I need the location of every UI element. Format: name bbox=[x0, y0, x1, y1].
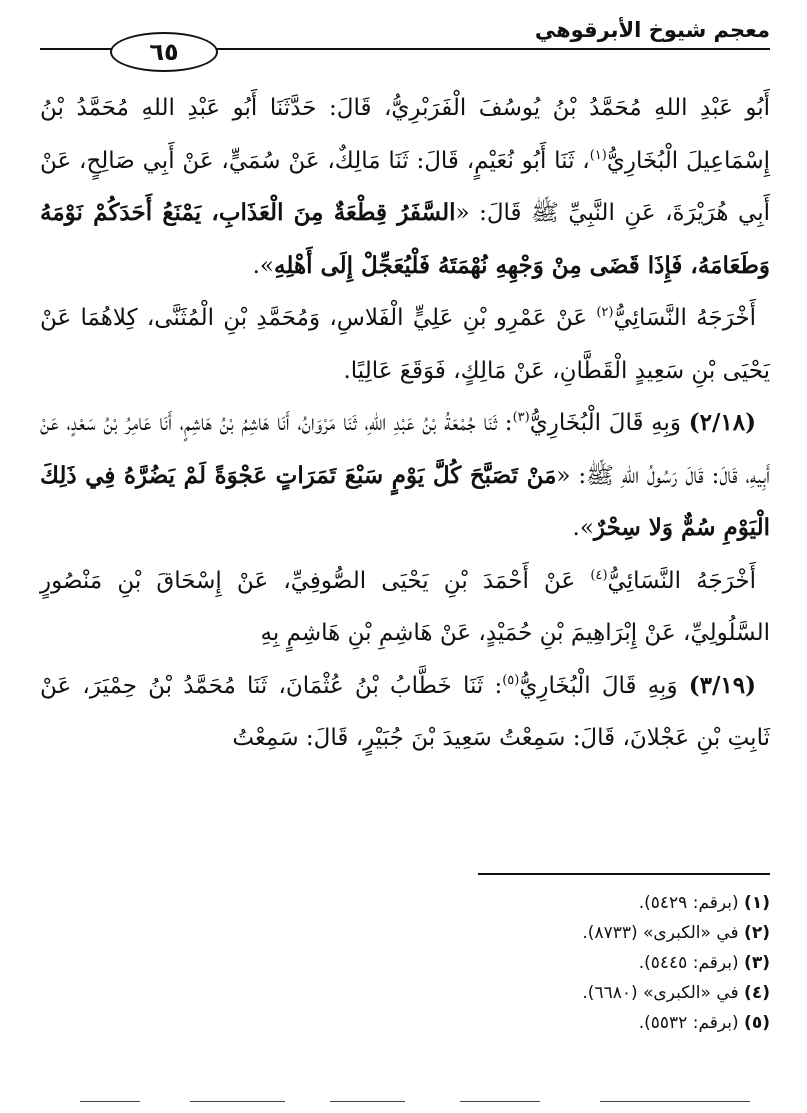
paragraph-3-text: وَبِهِ قَالَ الْبُخَارِيُّ bbox=[529, 410, 689, 436]
footnote-number: (١) bbox=[744, 893, 770, 913]
hadith-text-1: السَّفَرُ قِطْعَةٌ مِنَ الْعَذَابِ، يَمْنَعُ أَحَدَكُمْ نَوْمَهُ وَطَعَامَهُ، فَإِذَا قَضَى مِنْ وَجْهِهِ نُهْمَتَهُ فَلْيُعَجِّلْ إِلَى أَهْلِهِ bbox=[40, 199, 770, 279]
paragraph-3 bbox=[40, 397, 770, 555]
footnote-ref-3: (٣) bbox=[512, 410, 530, 425]
footnote-2 bbox=[40, 918, 770, 948]
footnote-3 bbox=[40, 948, 770, 978]
paragraph-2-text: أَخْرَجَهُ النَّسَائِيُّ bbox=[613, 305, 756, 331]
footnote-ref-1: (١) bbox=[589, 147, 607, 163]
footnotes bbox=[40, 888, 770, 1038]
paragraph-2-text-cont: عَنْ عَمْرِو بْنِ عَلِيٍّ الْفَلاسِ، وَمُحَمَّدِ بْنِ الْمُثَنَّى، كِلاهُمَا عَنْ يَحْيَى بْنِ سَعِيدٍ الْقَطَّانِ، عَنْ مَالِكٍ، فَوَقَعَ عَالِيًا. bbox=[40, 305, 770, 384]
paragraph-1-text-cont: ، ثَنَا أَبُو نُعَيْمٍ، قَالَ: ثَنَا مَالِكٌ، عَنْ سُمَيٍّ، عَنْ أَبِي صَالِحٍ، عَنْ أَبِي هُرَيْرَةَ، عَنِ النَّبِيِّ ﷺ قَالَ: « bbox=[40, 147, 770, 226]
scan-edge-line bbox=[330, 1101, 405, 1102]
footnote-5 bbox=[40, 1008, 770, 1038]
footnote-number: (٣) bbox=[744, 953, 770, 973]
footnote-text: في «الكبرى» (٨٧٣٣). bbox=[582, 923, 745, 943]
footnote-number: (٥) bbox=[744, 1013, 770, 1033]
footnote-1 bbox=[40, 888, 770, 918]
paragraph-1-end: ». bbox=[252, 252, 274, 279]
hadith-number-18: (٢/١٨) bbox=[688, 409, 756, 436]
footnote-ref-4: (٤) bbox=[590, 567, 608, 583]
running-title: معجم شيوخ الأبرقوهي bbox=[534, 18, 770, 42]
footnote-text: (برقم: ٥٤٤٥). bbox=[638, 953, 745, 973]
hadith-number-19: (٣/١٩) bbox=[688, 671, 756, 699]
paragraph-5-text: وَبِهِ قَالَ الْبُخَارِيُّ bbox=[519, 672, 689, 699]
scan-edge-line bbox=[190, 1101, 285, 1102]
footnote-number: (٢) bbox=[744, 923, 770, 943]
scan-edge-line bbox=[600, 1101, 750, 1102]
paragraph-3-end: ». bbox=[572, 515, 594, 541]
paragraph-5 bbox=[40, 660, 770, 765]
scan-edge-line bbox=[460, 1101, 540, 1102]
paragraph-5-text-cont: : ثَنَا خَطَّابُ بْنُ عُثْمَانَ، ثَنَا مُحَمَّدُ بْنُ حِمْيَرَ، عَنْ ثَابِتِ بْنِ عَجْلانَ، قَالَ: سَمِعْتُ سَعِيدَ بْنَ جُبَيْرٍ، قَالَ: سَمِعْتُ bbox=[40, 672, 770, 751]
page-number: ٦٥ bbox=[110, 32, 218, 72]
footnote-text: (برقم: ٥٥٣٢). bbox=[638, 1013, 745, 1033]
paragraph-4-text-cont: عَنْ أَحْمَدَ بْنِ يَحْيَى الصُّوفِيِّ، عَنْ إِسْحَاقَ بْنِ مَنْصُورٍ السَّلُولِيِّ، عَنْ إِبْرَاهِيمَ بْنِ حُمَيْدٍ، عَنْ هَاشِمِ بْنِ هَاشِمٍ بِهِ bbox=[40, 567, 770, 646]
paragraph-4-text: أَخْرَجَهُ النَّسَائِيُّ bbox=[607, 567, 756, 594]
footnote-text: في «الكبرى» (٦٦٨٠). bbox=[582, 983, 745, 1003]
paragraph-1-text: أَبُو عَبْدِ اللهِ مُحَمَّدُ بْنُ يُوسُفَ الْفَرَبْرِيُّ، قَالَ: حَدَّثَنَا أَبُو عَبْدِ اللهِ مُحَمَّدُ بْنُ إِسْمَاعِيلَ الْبُخَارِيُّ bbox=[40, 95, 771, 174]
footnote-4 bbox=[40, 978, 770, 1008]
footnote-separator bbox=[478, 873, 770, 875]
paragraph-4 bbox=[40, 555, 770, 660]
page-header bbox=[40, 10, 770, 70]
footnote-text: (برقم: ٥٤٢٩). bbox=[638, 893, 745, 913]
paragraph-1 bbox=[40, 82, 770, 292]
main-text bbox=[40, 82, 770, 765]
scan-edge-line bbox=[80, 1101, 140, 1102]
footnote-ref-5: (٥) bbox=[502, 672, 520, 688]
paragraph-2 bbox=[40, 292, 770, 397]
footnote-number: (٤) bbox=[744, 983, 770, 1003]
hadith-text-2: مَنْ تَصَبَّحَ كُلَّ يَوْمٍ سَبْعَ تَمَرَاتٍ عَجْوَةً لَمْ يَضُرَّهُ فِي ذَلِكَ الْيَوْمِ سُمٌّ وَلا سِحْرٌ bbox=[40, 461, 770, 541]
footnote-ref-2: (٢) bbox=[596, 305, 614, 320]
paragraph-3-text-cont: : ثَنَا جُمْعَةُ بْنُ عَبْدِ اللهِ، ثَنَا مَرْوَانُ، أَنَا هَاشِمُ بْنُ هَاشِمٍ، أَنَا عَامِرُ بْنُ سَعْدٍ، عَنْ أَبِيهِ، قَالَ: قَالَ رَسُولُ اللهِ ﷺ: « bbox=[40, 410, 771, 489]
